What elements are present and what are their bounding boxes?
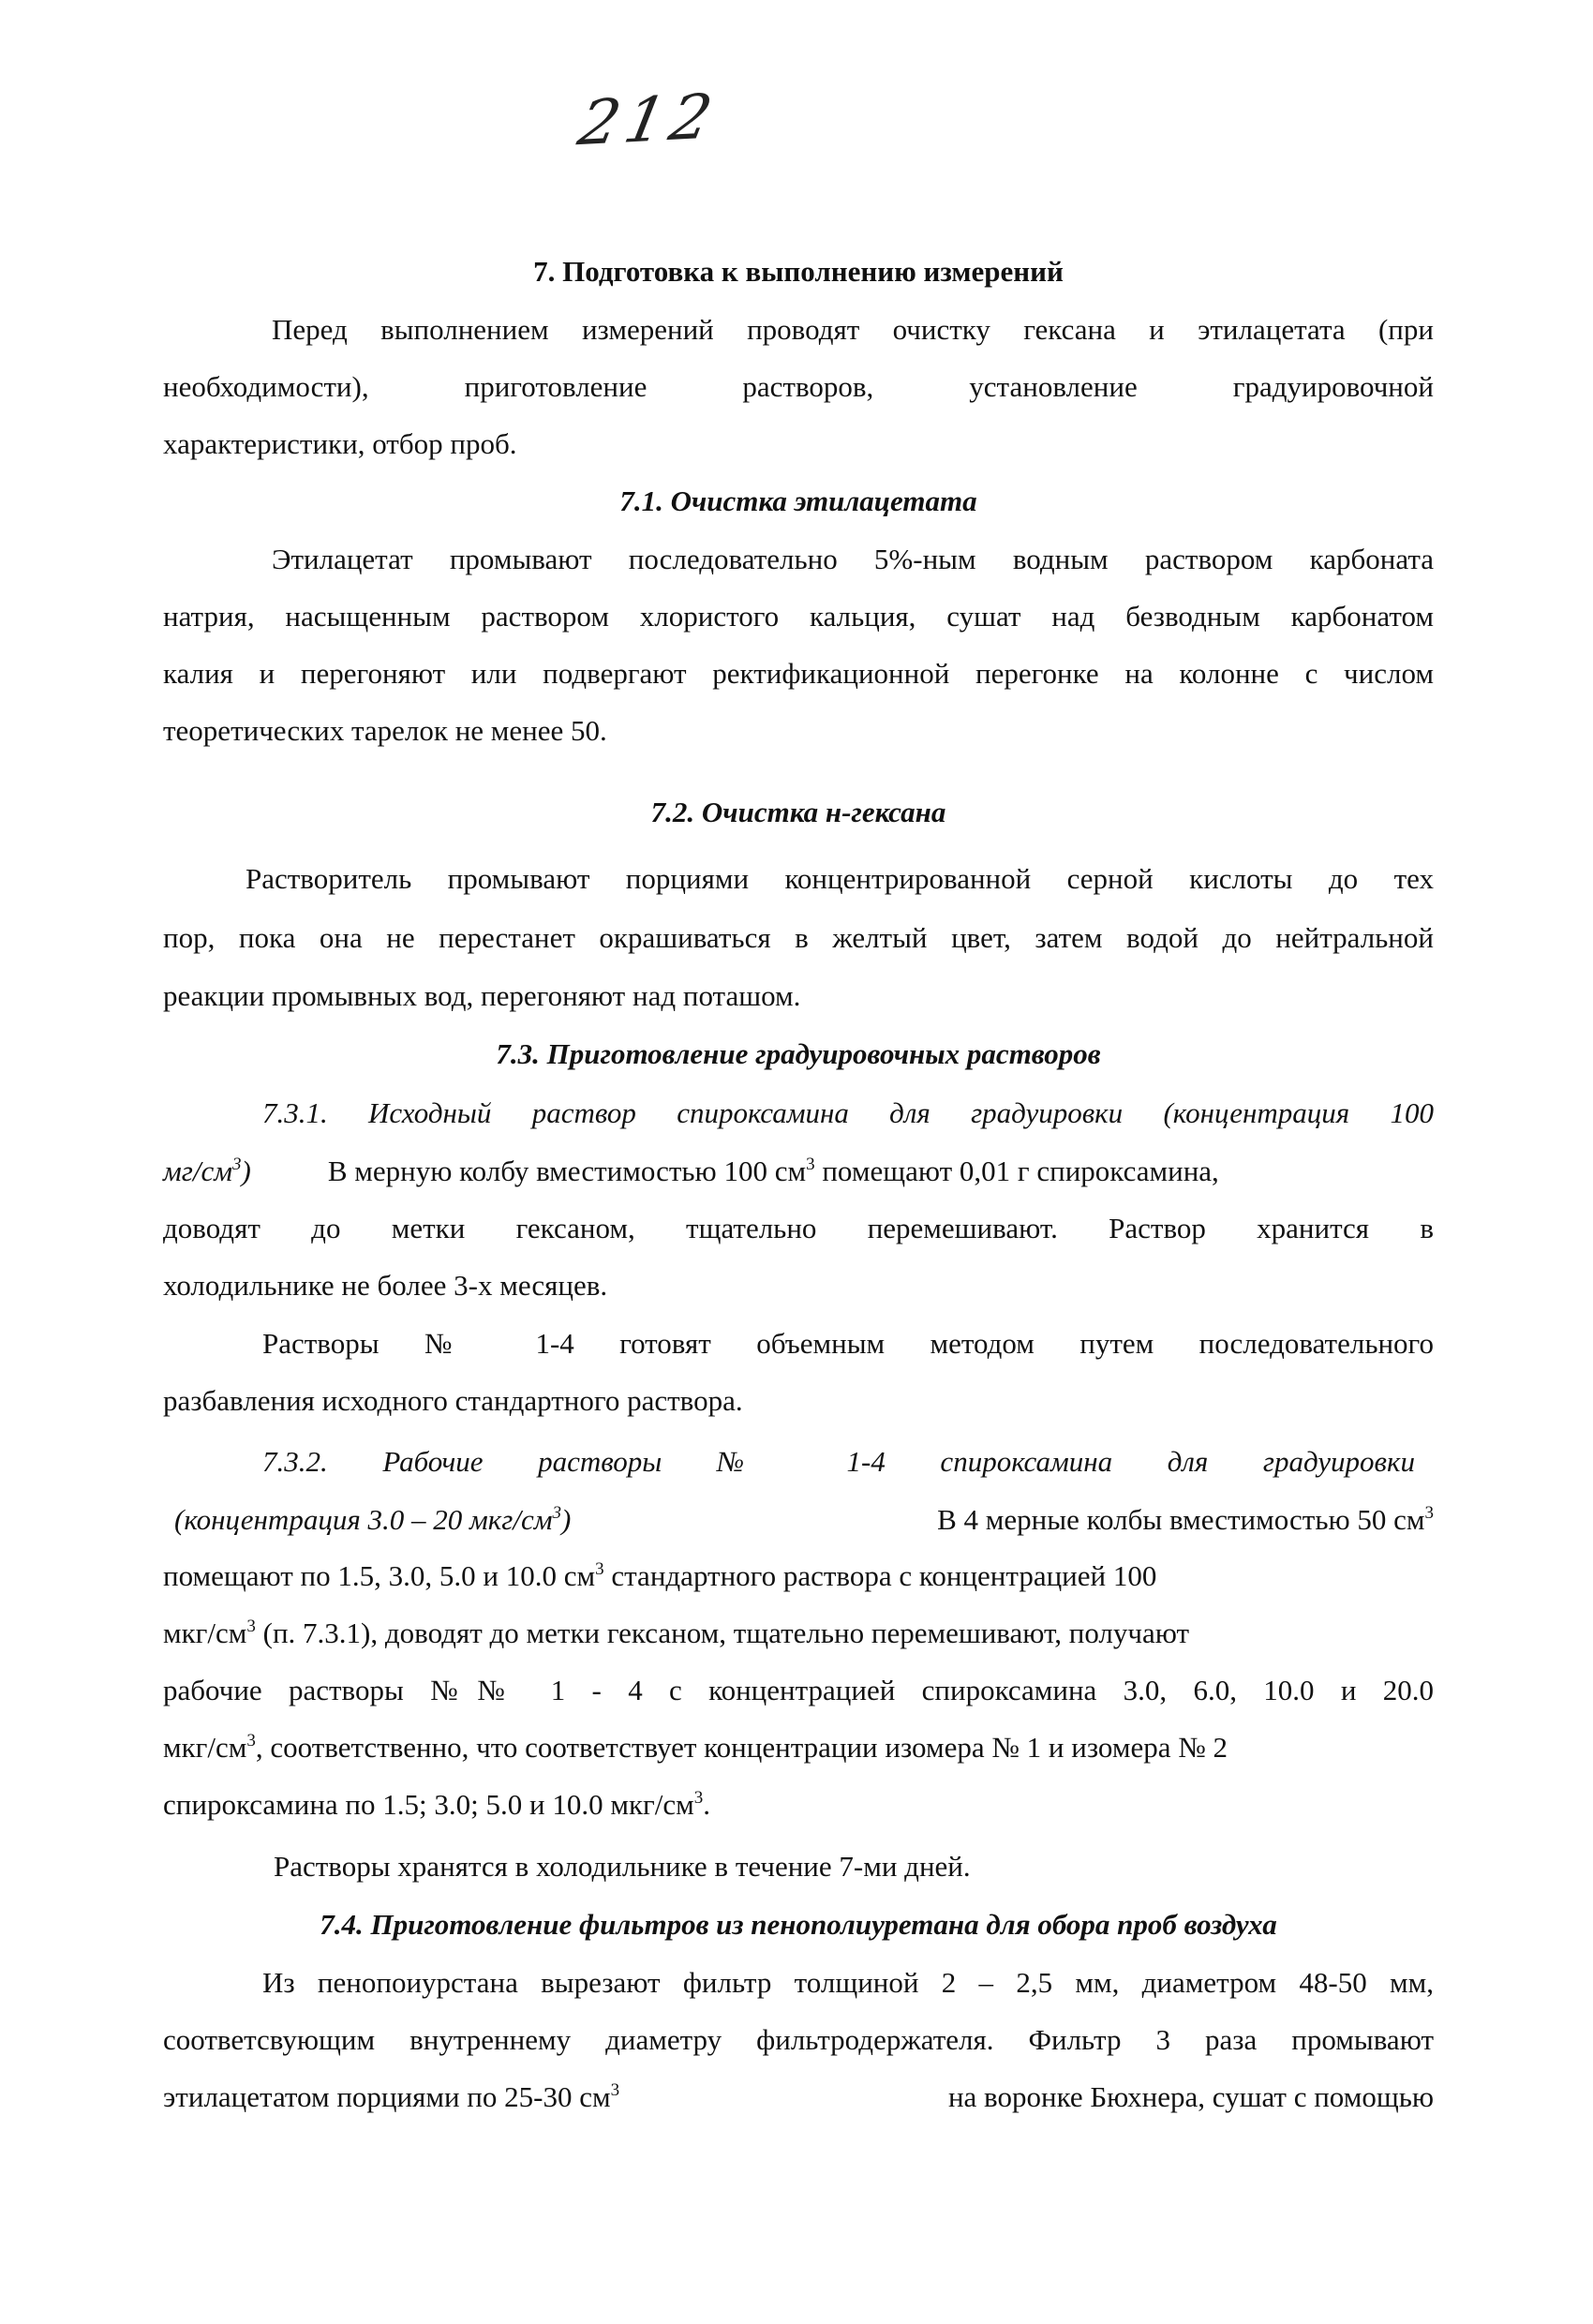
section-7-3-2-line2 xyxy=(174,1501,1434,1539)
paragraph-line: пор, пока она не перестанет окрашиваться в желтый цвет, затем водой до нейтральной xyxy=(163,921,1434,954)
superscript: 3 xyxy=(693,1788,704,1808)
text-run: В 4 мерные колбы вместимостью 50 см xyxy=(937,1503,1425,1536)
paragraph-line: Перед выполнением измерений проводят очистку гексана и этилацетата (при xyxy=(272,313,1434,346)
section-7-1-heading: 7.1. Очистка этилацетата xyxy=(619,484,977,517)
paragraph-line: Этилацетат промывают последовательно 5%-ным водным раствором карбоната xyxy=(272,543,1434,575)
handwritten-page-number: 212 xyxy=(573,80,724,160)
text-run: помещают 0,01 г спироксамина, xyxy=(814,1155,1219,1187)
superscript: 3 xyxy=(806,1155,815,1174)
paragraph-line: Из пенопоиурстана вырезают фильтр толщиной 2 – 2,5 мм, диаметром 48-50 мм, xyxy=(262,1966,1434,1999)
paragraph-line: натрия, насыщенным раствором хлористого кальция, сушат над безводным карбонатом xyxy=(163,600,1434,633)
paragraph-line: Растворитель промывают порциями концентрированной серной кислоты до тех xyxy=(246,862,1434,895)
superscript: 3 xyxy=(595,1559,604,1579)
paragraph-line: необходимости), приготовление растворов, установление градуировочной xyxy=(163,370,1434,403)
text-run: (п. 7.3.1), доводят до метки гексаном, тщательно перемешивают, получают xyxy=(255,1616,1190,1649)
paragraph-line: соответсвующим внутреннему диаметру фильтродержателя. Фильтр 3 раза промывают xyxy=(163,2023,1434,2056)
section-7-3-1-line2 xyxy=(163,1153,1434,1190)
section-7-heading: 7. Подготовка к выполнению измерений xyxy=(533,255,1064,288)
section-7-2-heading: 7.2. Очистка н-гексана xyxy=(650,796,946,828)
paragraph-line: характеристики, отбор проб. xyxy=(163,427,517,460)
paragraph-line xyxy=(163,2078,1434,2116)
paragraph-line: Растворы № 1-4 готовят объемным методом путем последовательного xyxy=(262,1327,1434,1360)
text-run: ) xyxy=(561,1503,572,1536)
unit-close: ) xyxy=(241,1155,251,1187)
section-7-3-heading: 7.3. Приготовление градуировочных растворов xyxy=(496,1037,1101,1070)
text-run: мкг/см xyxy=(163,1616,247,1649)
superscript: 3 xyxy=(610,2080,620,2100)
superscript: 3 xyxy=(552,1503,562,1523)
text-run: помещают по 1.5, 3.0, 5.0 и 10.0 см xyxy=(163,1559,596,1592)
paragraph-line: теоретических тарелок не менее 50. xyxy=(163,714,607,747)
text-run: В мерную колбу вместимостью 100 см xyxy=(327,1155,807,1187)
superscript: 3 xyxy=(246,1731,256,1750)
paragraph-line: разбавления исходного стандартного раствора. xyxy=(163,1384,743,1417)
paragraph-line xyxy=(163,1729,1434,1766)
text-run: мкг/см xyxy=(163,1731,247,1764)
paragraph-line: Растворы хранятся в холодильнике в течение 7-ми дней. xyxy=(274,1850,971,1883)
paragraph-line: холодильнике не более 3-х месяцев. xyxy=(163,1269,608,1302)
superscript: 3 xyxy=(232,1155,242,1174)
section-7-3-1-title: 7.3.1. Исходный раствор спироксамина для градуировки (концентрация 100 xyxy=(262,1096,1434,1129)
text-run: спироксамина по 1.5; 3.0; 5.0 и 10.0 мкг/см xyxy=(163,1788,694,1821)
text-run: на воронке Бюхнера, сушат с помощью xyxy=(947,2080,1434,2113)
section-7-4-heading: 7.4. Приготовление фильтров из пенополиуретана для обора проб воздуха xyxy=(320,1908,1277,1941)
paragraph-line: калия и перегоняют или подвергают ректификационной перегонке на колонне с числом xyxy=(163,657,1434,690)
unit-text: мг/см xyxy=(163,1155,233,1187)
section-7-3-2-title: 7.3.2. Рабочие растворы № 1-4 спироксамина для градуировки xyxy=(262,1445,1415,1478)
text-run: . xyxy=(703,1788,710,1821)
paragraph-line: реакции промывных вод, перегоняют над поташом. xyxy=(163,979,801,1012)
text-run: стандартного раствора с концентрацией 100 xyxy=(603,1559,1157,1592)
paragraph-line xyxy=(163,1557,1434,1595)
paragraph-line xyxy=(163,1615,1434,1652)
text-run: (концентрация 3.0 – 20 мкг/см xyxy=(174,1503,553,1536)
paragraph-line: рабочие растворы №№ 1 - 4 с концентрацией спироксамина 3.0, 6.0, 10.0 и 20.0 xyxy=(163,1674,1434,1706)
superscript: 3 xyxy=(246,1616,256,1636)
text-run: этилацетатом порциями по 25-30 см xyxy=(163,2080,611,2113)
superscript: 3 xyxy=(1424,1503,1434,1523)
paragraph-line xyxy=(163,1786,1434,1824)
text-run-right xyxy=(937,1501,1434,1539)
text-run: , соответственно, что соответствует концентрации изомера № 1 и изомера № 2 xyxy=(255,1731,1228,1764)
paragraph-line: доводят до метки гексаном, тщательно перемешивают. Раствор хранится в xyxy=(163,1212,1434,1244)
